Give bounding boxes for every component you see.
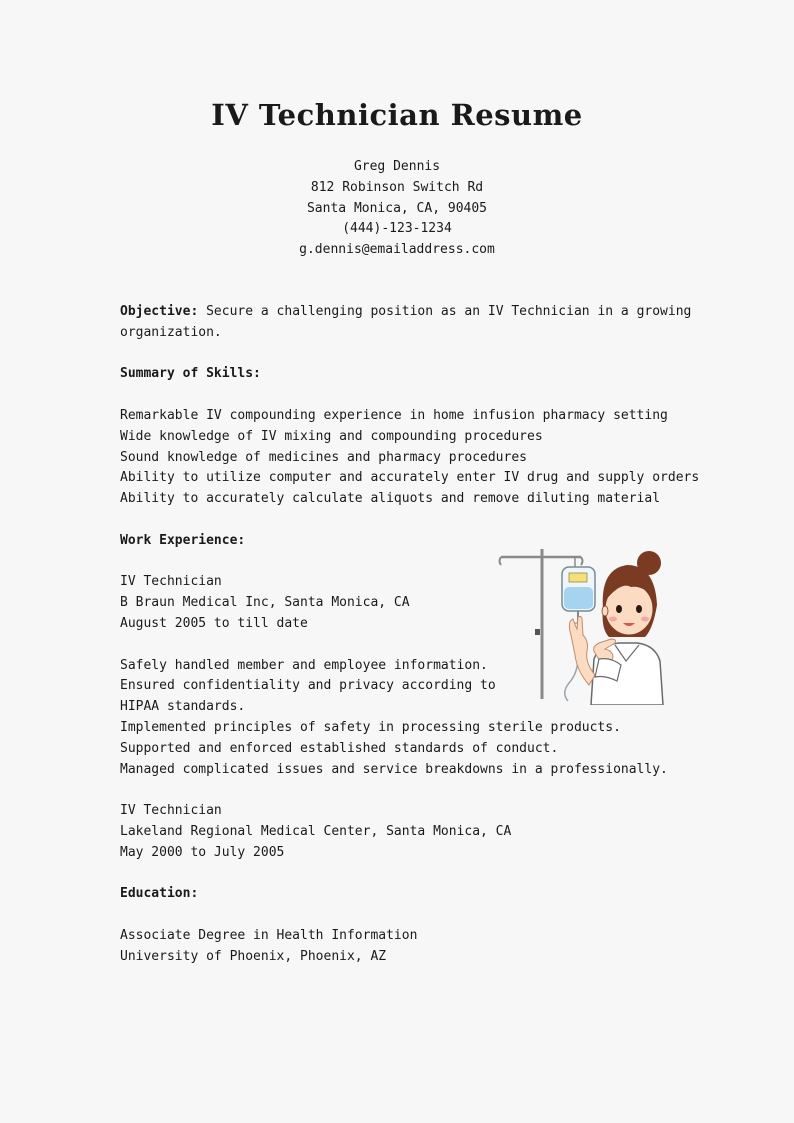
job-duty: Supported and enforced established standards of conduct.	[120, 740, 559, 756]
nurse-iv-illustration	[495, 545, 670, 705]
objective-text: Secure a challenging position as an IV Technician in a growing	[198, 304, 692, 319]
job-dates: August 2005 to till date	[120, 615, 308, 631]
contact-city: Santa Monica, CA, 90405	[306, 200, 487, 216]
skill-item: Sound knowledge of medicines and pharmacy procedures	[120, 449, 527, 465]
objective-text-continued: organization.	[120, 324, 222, 340]
contact-name: Greg Dennis	[353, 159, 441, 174]
contact-email: g.dennis@emailaddress.com	[299, 242, 495, 258]
objective-line	[120, 302, 690, 323]
skill-item: Ability to accurately calculate aliquots and remove diluting material	[120, 491, 661, 507]
skill-item: Remarkable IV compounding experience in home infusion pharmacy setting	[120, 407, 668, 423]
experience-heading: Work Experience:	[120, 532, 246, 548]
job-duty: Implemented principles of safety in processing sterile products.	[120, 719, 621, 735]
page-title: IV Technician Resume	[211, 98, 583, 132]
job-company: Lakeland Regional Medical Center, Santa Monica, CA	[120, 823, 512, 839]
contact-block	[0, 157, 794, 261]
job-title: IV Technician	[120, 803, 222, 819]
education-heading: Education:	[120, 886, 199, 902]
contact-address: 812 Robinson Switch Rd	[310, 179, 484, 195]
education-school: University of Phoenix, Phoenix, AZ	[120, 948, 387, 964]
job-duty: Safely handled member and employee information.	[120, 657, 488, 673]
skill-item: Ability to utilize computer and accurately enter IV drug and supply orders	[120, 470, 700, 486]
job-company: B Braun Medical Inc, Santa Monica, CA	[120, 595, 410, 611]
job-duty: Ensured confidentiality and privacy according to	[120, 678, 496, 694]
contact-phone: (444)-123-1234	[342, 221, 452, 237]
objective-label: Objective:	[120, 304, 199, 319]
job-title: IV Technician	[120, 574, 222, 590]
job-duty: Managed complicated issues and service breakdowns in a professionally.	[120, 761, 668, 777]
job-duty: HIPAA standards.	[120, 699, 246, 715]
education-degree: Associate Degree in Health Information	[120, 927, 418, 943]
job-dates: May 2000 to July 2005	[120, 844, 285, 860]
skills-heading: Summary of Skills:	[120, 366, 261, 382]
skill-item: Wide knowledge of IV mixing and compounding procedures	[120, 428, 543, 444]
